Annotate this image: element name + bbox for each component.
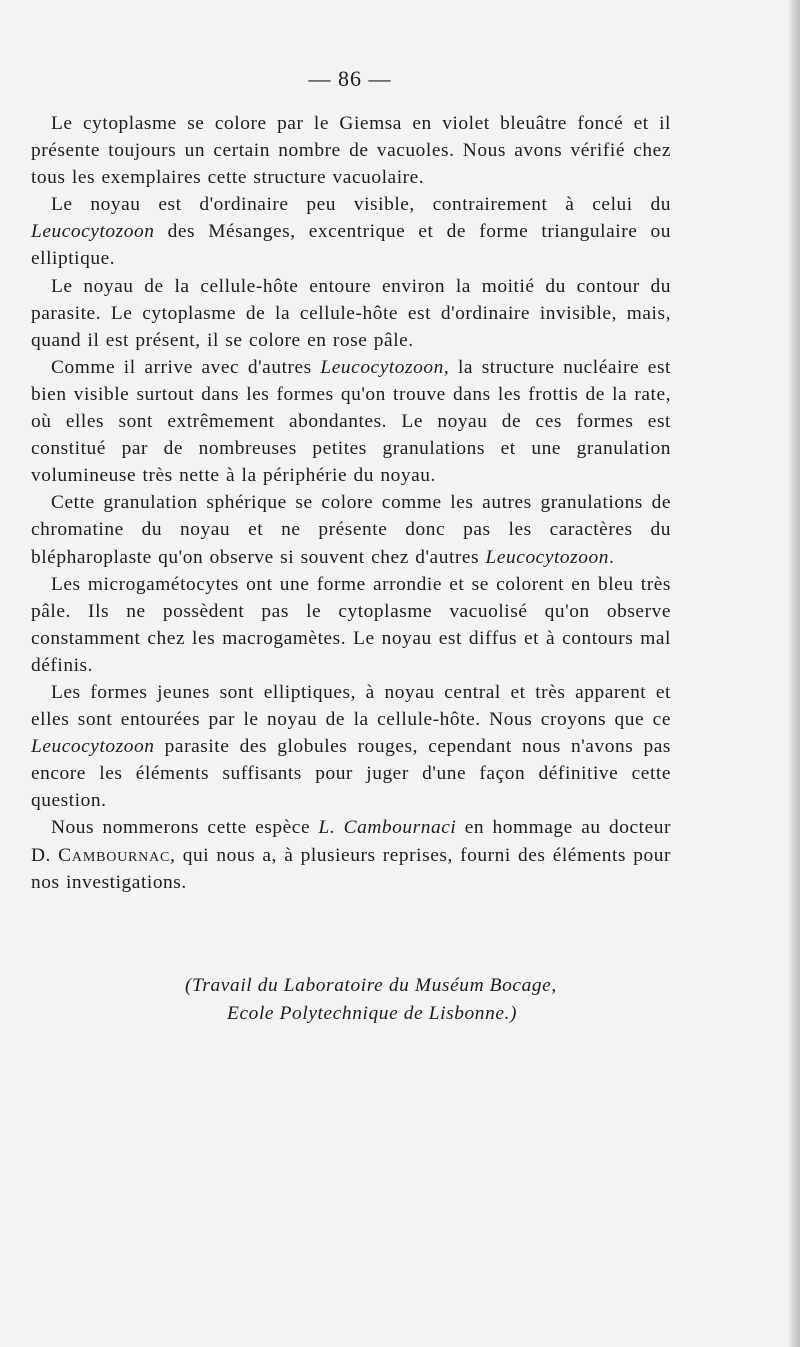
italic-taxon-name: Leucocytozoon	[31, 736, 155, 758]
text-run: Le noyau est d'ordinaire peu visible, contrairement à celui du	[51, 194, 671, 216]
text-run: en hommage au docteur D.	[31, 817, 672, 866]
paragraph-2	[31, 191, 671, 272]
text-run: Le cytoplasme se colore par le Giemsa en violet bleuâtre foncé et il présente toujours un certain nombre de vacuoles. Nous avons vérifié chez tous les exemplaires cette structure vacuolaire.	[31, 113, 671, 189]
text-run: parasite des globules rouges, cependant nous n'avons pas encore les éléments suffisants pour juger d'une façon définitive cette question.	[31, 736, 671, 812]
text-run: Comme il arrive avec d'autres	[51, 356, 321, 378]
page-edge-shadow	[788, 0, 800, 1347]
text-run: , la structure nucléaire est bien visible surtout dans les formes qu'on trouve dans les frottis de la rate, où elles sont extrêmement abondantes. Le noyau de ces formes est constitué par de nombreuses petites granulations et une granulation volumineuse très nette à la périphérie du noyau.	[31, 356, 671, 487]
text-run: Les microgamétocytes ont une forme arrondie et se colorent en bleu très pâle. Ils ne possèdent pas le cytoplasme vacuolisé qu'on observe constamment chez les macrogamètes. Le noyau est diffus et à contours mal définis.	[31, 573, 671, 676]
text-run: .	[609, 546, 615, 568]
paragraph-6	[31, 571, 671, 679]
italic-taxon-name: Leucocytozoon	[485, 546, 610, 568]
signoff-line-1: (Travail du Laboratoire du Muséum Bocage,	[185, 975, 557, 996]
paragraph-1	[31, 110, 671, 191]
paragraph-8	[31, 814, 671, 895]
text-run: Cette granulation sphérique se colore comme les autres granulations de chromatine du noyau et ne présente donc pas les caractères du blépharoplaste qu'on observe si souvent chez d'autres	[31, 492, 671, 568]
paragraph-7	[31, 679, 671, 814]
paragraph-5	[31, 489, 671, 570]
signoff	[31, 972, 671, 1028]
paragraph-3	[31, 273, 671, 354]
text-run: des Mésanges, excentrique et de forme triangulaire ou elliptique.	[31, 221, 671, 270]
text-run: Les formes jeunes sont elliptiques, à noyau central et très apparent et elles sont entourées par le noyau de la cellule-hôte. Nous croyons que ce	[31, 681, 671, 731]
text-run: Nous nommerons cette espèce	[51, 817, 319, 839]
signoff-line-2: Ecole Polytechnique de Lisbonne.)	[227, 1003, 518, 1024]
page-number: — 86 —	[308, 66, 392, 91]
italic-taxon-name: Leucocytozoon	[31, 221, 155, 243]
italic-taxon-name: L. Cambournaci	[318, 817, 457, 839]
small-caps-name: Cambournac	[58, 844, 171, 866]
body-text	[31, 110, 671, 896]
text-run: , qui nous a, à plusieurs reprises, fourni des éléments pour nos investigations.	[31, 844, 671, 893]
paragraph-4	[31, 354, 671, 489]
italic-taxon-name: Leucocytozoon	[320, 356, 444, 378]
text-run: Le noyau de la cellule-hôte entoure environ la moitié du contour du parasite. Le cytoplasme de la cellule-hôte est d'ordinaire invisible, mais, quand il est présent, il se colore en rose pâle.	[31, 275, 671, 351]
